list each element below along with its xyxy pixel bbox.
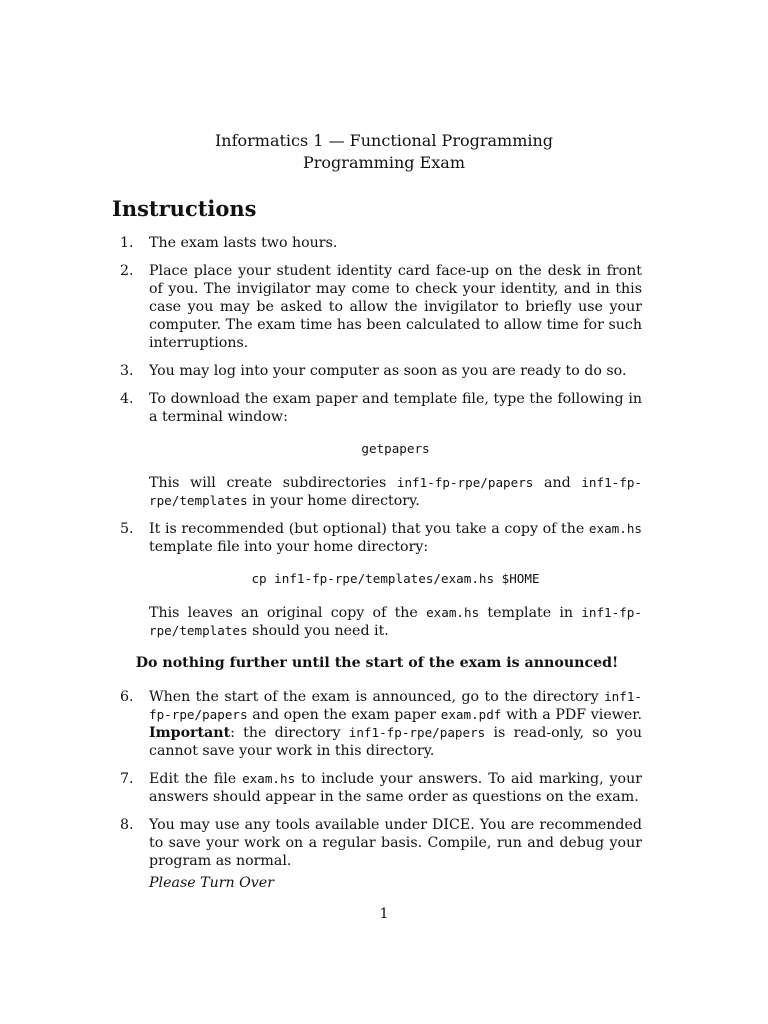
text-run: and [544,475,571,491]
instruction-item-2 [112,262,642,352]
item-number: 6. [120,689,134,705]
item-followup [149,604,642,640]
item-number: 3. [120,363,134,379]
instruction-item-4 [112,390,642,510]
text-run: template file into your home directory: [149,539,429,555]
instruction-item-3 [112,362,642,380]
file-name: exam.pdf [440,707,502,722]
page-number: 1 [379,906,389,922]
text-run: in your home directory. [252,493,420,509]
item-text [149,688,642,760]
item-number: 8. [120,817,134,833]
text-run: should you need it. [252,623,389,639]
text-run: to include your answers. To aid marking, your answers should appear in the same order as questions on the exam. [149,771,642,805]
text-run: Edit the file [149,771,237,787]
item-text: You may use any tools available under DICE. You are recommended to save your work on a regular basis. Compile, run and debug your program as normal. [149,817,642,869]
instructions-list [112,234,642,902]
instruction-item-5 [112,520,642,640]
item-text: To download the exam paper and template file, type the following in a terminal window: [149,391,642,425]
file-name: exam.hs [588,521,642,536]
please-turn-over: Please Turn Over [149,875,274,891]
item-text: You may log into your computer as soon as you are ready to do so. [149,363,627,379]
instruction-item-6 [112,688,642,760]
text-run: This leaves an original copy of the [149,605,418,621]
text-run: and open the exam paper [252,707,437,723]
directory-path: inf1-fp-rpe/templates [149,605,642,638]
item-number: 4. [120,391,134,407]
text-run: is read-only, so you cannot save your work in this directory. [149,725,643,759]
text-run: It is recommended (but optional) that you take a copy of the [149,521,585,537]
instruction-item-7 [112,770,642,806]
directory-path: inf1-fp-rpe/papers [149,689,642,722]
directory-path: inf1-fp-rpe/templates [149,475,642,508]
item-text [149,770,642,806]
directory-path: inf1-fp-rpe/papers [396,475,534,490]
terminal-command: cp inf1-fp-rpe/templates/exam.hs $HOME [251,571,540,586]
text-run: When the start of the exam is announced, go to the directory [149,689,599,705]
instructions-heading: Instructions [112,196,257,221]
file-name: exam.hs [242,771,296,786]
file-name: exam.hs [426,605,480,620]
exam-title: Programming Exam [303,153,465,172]
item-text [149,520,642,556]
course-title: Informatics 1 — Functional Programming [214,131,554,150]
text-run: with a PDF viewer. [506,707,643,723]
directory-path: inf1-fp-rpe/papers [348,725,486,740]
text-run: template in [487,605,574,621]
text-run: : the directory [230,725,341,741]
important-label: Important [149,725,231,741]
start-notice: Do nothing further until the start of the exam is announced! [135,655,619,671]
item-number: 5. [120,521,134,537]
item-number: 7. [120,771,134,787]
title-block [0,130,768,174]
item-number: 2. [120,263,134,279]
item-text: Place place your student identity card face-up on the desk in front of you. The invigilator may come to check your identity, and in this case you may be asked to allow the invigilator to briefly use your computer. The exam time has been calculated to allow time for such interruptions. [149,263,642,351]
instruction-item-8 [112,816,642,892]
item-text: The exam lasts two hours. [149,235,338,251]
item-followup [149,474,642,510]
instruction-item-1 [112,234,642,252]
item-number: 1. [120,235,134,251]
text-run: This will create subdirectories [149,475,387,491]
terminal-command: getpapers [361,441,430,456]
